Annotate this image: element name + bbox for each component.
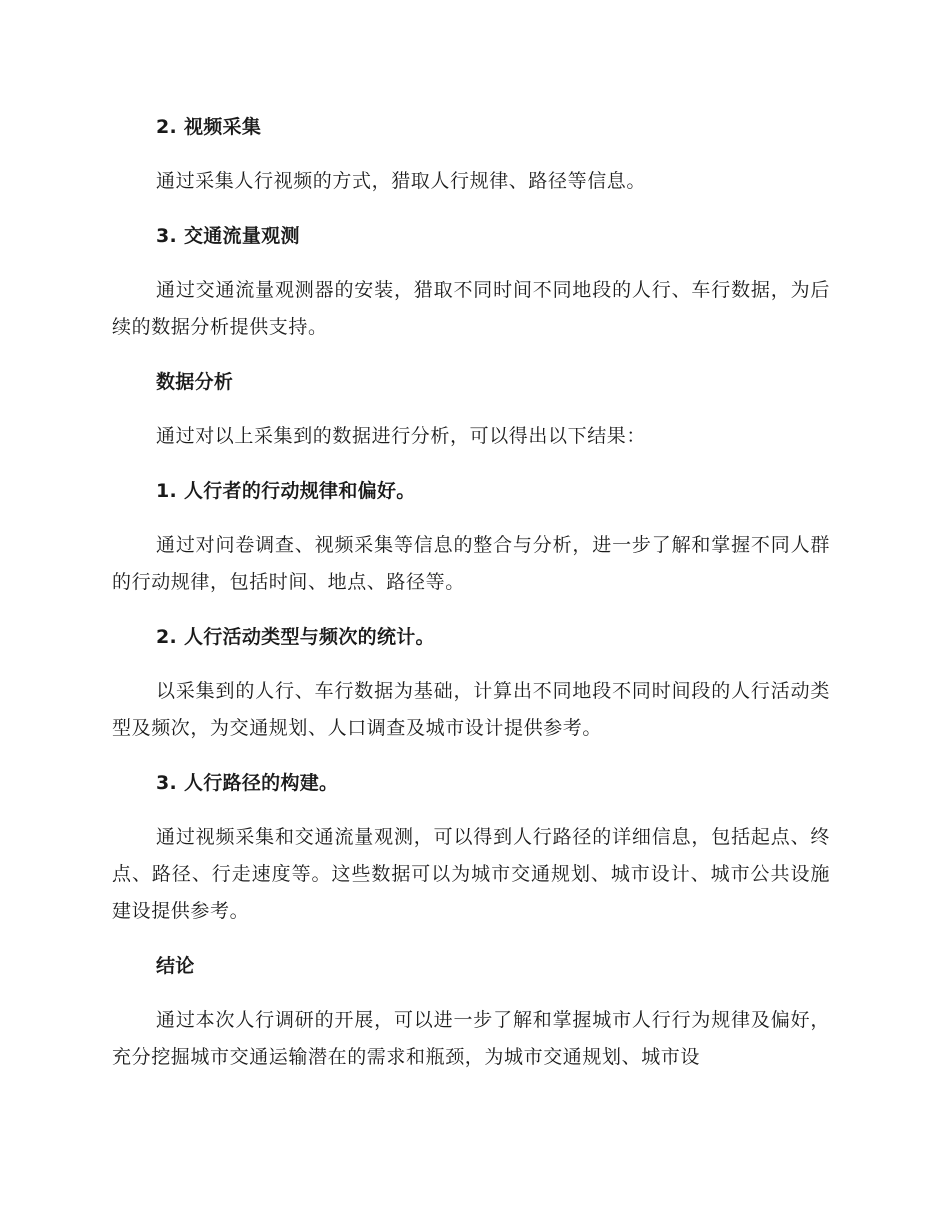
paragraph-video-collection: 通过采集人行视频的方式，猎取人行规律、路径等信息。 [156, 170, 647, 192]
paragraph-data-analysis-intro: 通过对以上采集到的数据进行分析，可以得出以下结果： [156, 425, 647, 447]
section-heading-activity-statistics: 2. 人行活动类型与频次的统计。 [156, 626, 435, 648]
paragraph-traffic-flow: 通过交通流量观测器的安装，猎取不同时间不同地段的人行、车行数据，为后续的数据分析提供支持。 [112, 279, 830, 338]
section-heading-traffic-flow: 3. 交通流量观测 [156, 225, 300, 247]
paragraph-conclusion: 通过本次人行调研的开展，可以进一步了解和掌握城市人行行为规律及偏好，充分挖掘城市交通运输潜在的需求和瓶颈，为城市交通规划、城市设 [112, 1009, 830, 1068]
section-heading-data-analysis: 数据分析 [156, 371, 234, 393]
section-heading-video-collection: 2. 视频采集 [156, 116, 262, 138]
document-page [112, 108, 830, 1076]
section-heading-behavior-patterns: 1. 人行者的行动规律和偏好。 [156, 480, 416, 502]
paragraph-path-construction: 通过视频采集和交通流量观测，可以得到人行路径的详细信息，包括起点、终点、路径、行走速度等。这些数据可以为城市交通规划、城市设计、城市公共设施建设提供参考。 [112, 826, 830, 922]
section-heading-conclusion: 结论 [156, 955, 195, 977]
paragraph-behavior-patterns: 通过对问卷调查、视频采集等信息的整合与分析，进一步了解和掌握不同人群的行动规律，包括时间、地点、路径等。 [112, 534, 830, 593]
section-heading-path-construction: 3. 人行路径的构建。 [156, 772, 339, 794]
paragraph-activity-statistics: 以采集到的人行、车行数据为基础，计算出不同地段不同时间段的人行活动类型及频次，为交通规划、人口调查及城市设计提供参考。 [112, 680, 830, 739]
